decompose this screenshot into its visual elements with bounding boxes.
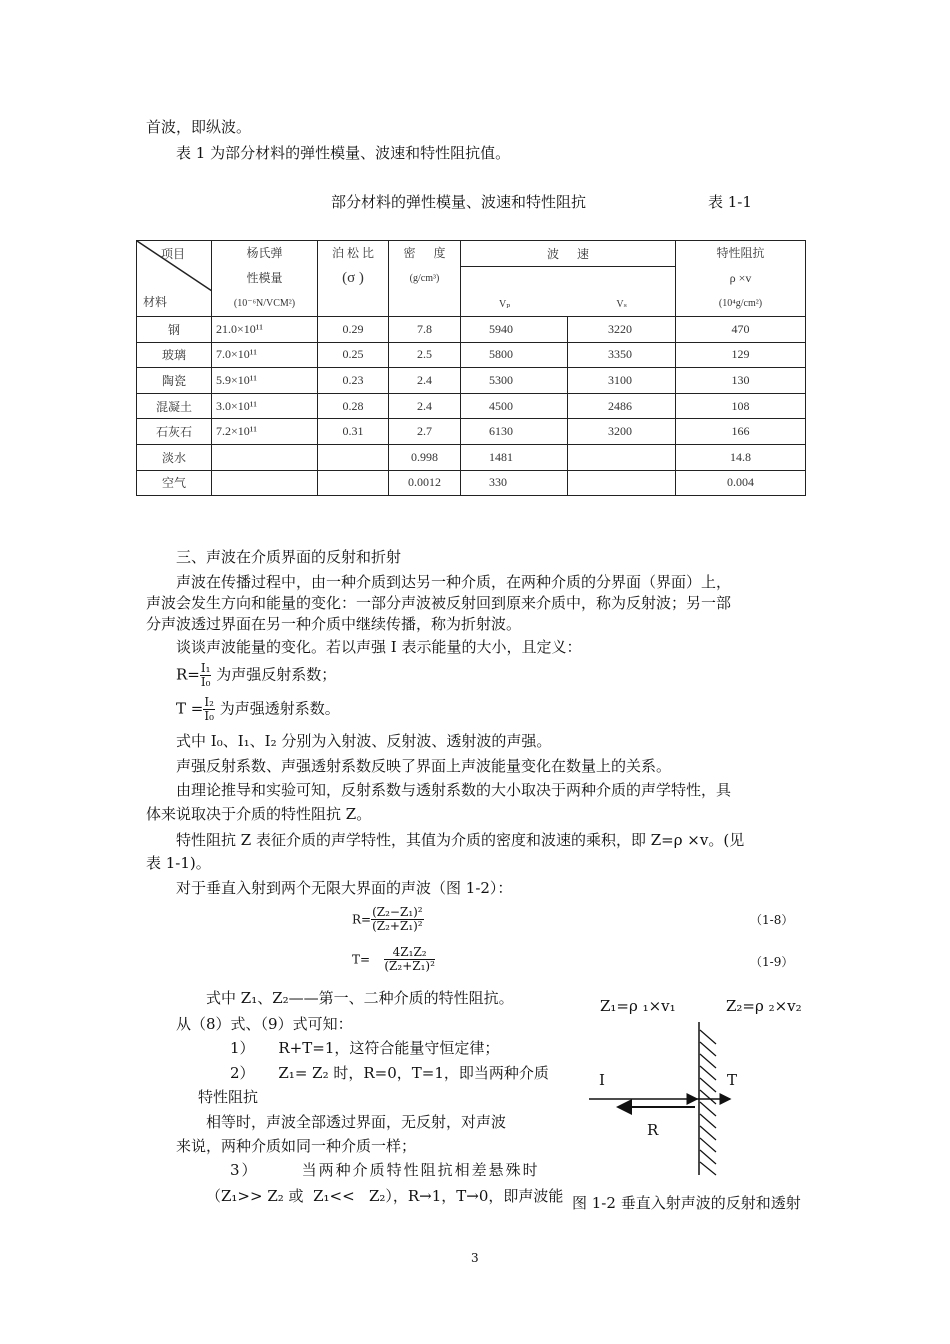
cell-poisson: 0.25 [318,342,389,368]
numerator: (Z₂−Z₁)² [372,905,423,919]
cell-density: 2.4 [389,368,461,394]
paragraph-line: 对于垂直入射到两个无限大界面的声波（图 1-2）： [176,879,513,897]
list-item: 2） Z₁= Z₂ 时，R=0，T=1，即当两种介质 [230,1064,549,1082]
t-definition [176,696,340,723]
paragraph-line: 分声波透过界面在另一种介质中继续传播，称为折射波。 [146,615,522,633]
table-row [137,368,806,394]
header-young-unit: (10⁻⁶N/VCM²) [233,298,296,309]
paragraph-line: 谈谈声波能量的变化。若以声强 I 表示能量的大小，且定义： [176,638,582,656]
r-definition [176,662,336,689]
table-row [137,342,806,368]
cell-young: 5.9×10¹¹ [212,368,318,394]
header-wave-speed: 波 速 [461,241,676,267]
header-vp: Vₚ [461,266,568,316]
cell-vp: 6130 [461,419,568,445]
header-impedance-label: 特性阻抗 [716,246,765,260]
cell-vp: 330 [461,470,568,496]
section-heading: 三、声波在介质界面的反射和折射 [176,548,402,566]
cell-material: 石灰石 [137,419,212,445]
cell-density: 2.5 [389,342,461,368]
cell-material: 混凝土 [137,393,212,419]
interface-hatching [700,1030,716,1175]
table-row [137,470,806,496]
table-row [137,317,806,343]
header-poisson-label: 泊 松 比 [331,246,374,260]
cell-vs: 3350 [568,342,676,368]
cell-vs: 2486 [568,393,676,419]
equation-1-8 [352,906,424,933]
eq-fraction [384,946,435,973]
header-young-line2: 性模量 [246,271,283,285]
paragraph-line: 式中 I₀、I₁、I₂ 分别为入射波、反射波、透射波的声强。 [176,732,552,750]
cell-density: 7.8 [389,317,461,343]
paragraph-line: 声强反射系数、声强透射系数反映了界面上声波能量变化在数量上的关系。 [176,757,672,775]
t-lhs: T = [176,699,204,718]
cell-young: 3.0×10¹¹ [212,393,318,419]
cell-impedance: 14.8 [676,444,806,470]
header-density-label: 密 度 [403,246,446,260]
paragraph-line: 表 1-1)。 [146,854,211,872]
cell-vs: 3220 [568,317,676,343]
paragraph-line: 特性阻抗 Z 表征介质的声学特性，其值为介质的密度和波速的乘积，即 Z=ρ ×v。(见 [176,831,745,849]
paragraph-line: 从（8）式、（9）式可知： [176,1015,353,1033]
cell-young [212,444,318,470]
denominator: (Z₂+Z₁)² [372,919,423,933]
numerator: 4Z₁Z₂ [384,946,435,960]
cell-vs: 3100 [568,368,676,394]
cell-vs [568,444,676,470]
cell-material: 空气 [137,470,212,496]
cell-poisson: 0.28 [318,393,389,419]
cell-material: 陶瓷 [137,368,212,394]
r-fraction [200,662,212,689]
cell-vp: 5800 [461,342,568,368]
r-text: 为声强反射系数； [216,665,337,684]
cell-density: 2.7 [389,419,461,445]
reflection-diagram [580,1020,760,1180]
cell-impedance: 130 [676,368,806,394]
page-number: 3 [471,1251,479,1265]
cell-young: 7.0×10¹¹ [212,342,318,368]
table-row [137,393,806,419]
cell-poisson [318,470,389,496]
eq-lhs: R= [352,912,372,927]
header-sigma: (σ ) [342,270,364,286]
denominator: I₀ [200,675,211,689]
list-item: 3） 当两种介质特性阻抗相差悬殊时 [230,1161,540,1179]
cell-material: 玻璃 [137,342,212,368]
header-density [389,241,461,317]
paragraph-line: 声波会发生方向和能量的变化：一部分声波被反射回到原来介质中，称为反射波；另一部 [146,594,732,612]
paragraph-line: 式中 Z₁、Z₂——第一、二种介质的特性阻抗。 [206,989,514,1007]
header-young [212,241,318,317]
header-material: 材料 [143,295,168,309]
cell-vs [568,470,676,496]
cell-young: 7.2×10¹¹ [212,419,318,445]
header-density-unit: (g/cm³) [409,273,440,284]
list-item: 相等时，声波全部透过界面，无反射，对声波 [206,1113,507,1131]
header-item: 项目 [160,247,185,261]
equation-label: （1-9） [750,955,794,969]
reflected-label: R [647,1121,659,1139]
cell-vp: 1481 [461,444,568,470]
cell-poisson [318,444,389,470]
header-impedance-formula: ρ ×v [729,271,752,285]
list-item: （Z₁>> Z₂ 或 Z₁<< Z₂），R→1，T→0，即声波能 [206,1187,564,1205]
equation-1-9 [352,946,435,973]
intro-line: 首波，即纵波。 [146,118,252,136]
header-vs: Vₛ [568,266,676,316]
r-lhs: R= [176,665,200,684]
cell-impedance: 108 [676,393,806,419]
eq-lhs: T= [352,952,371,967]
cell-vp: 5940 [461,317,568,343]
header-corner-cell [137,241,212,317]
table-number: 表 1-1 [708,193,752,211]
figure-z2-label: Z₂=ρ ₂×v₂ [726,997,802,1015]
eq-fraction [371,906,424,933]
header-impedance [676,241,806,317]
incident-label: I [599,1071,605,1089]
cell-density: 0.998 [389,444,461,470]
cell-material: 淡水 [137,444,212,470]
cell-young: 21.0×10¹¹ [212,317,318,343]
cell-poisson: 0.23 [318,368,389,394]
list-item: 来说，两种介质如同一种介质一样； [176,1137,417,1155]
cell-poisson: 0.31 [318,419,389,445]
cell-impedance: 470 [676,317,806,343]
figure-caption: 图 1-2 垂直入射声波的反射和透射 [572,1194,801,1212]
cell-impedance: 129 [676,342,806,368]
equation-label: （1-8） [750,913,794,927]
table-caption: 部分材料的弹性模量、波速和特性阻抗 [331,193,587,211]
list-item: 1） R+T=1，这符合能量守恒定律； [230,1039,500,1057]
numerator: I₂ [204,695,214,709]
cell-poisson: 0.29 [318,317,389,343]
table-row [137,444,806,470]
paragraph-line: 体来说取决于介质的特性阻抗 Z。 [146,805,372,823]
cell-impedance: 0.004 [676,470,806,496]
paragraph-line: 由理论推导和实验可知，反射系数与透射系数的大小取决于两种介质的声学特性，具 [176,781,732,799]
cell-density: 0.0012 [389,470,461,496]
table-row [137,419,806,445]
t-fraction [203,696,215,723]
cell-vs: 3200 [568,419,676,445]
cell-impedance: 166 [676,419,806,445]
cell-vp: 5300 [461,368,568,394]
header-poisson [318,241,389,317]
list-item: 特性阻抗 [198,1088,259,1106]
t-text: 为声强透射系数。 [219,699,340,718]
intro-line: 表 1 为部分材料的弹性模量、波速和特性阻抗值。 [176,144,511,162]
cell-young [212,470,318,496]
paragraph-line: 声波在传播过程中，由一种介质到达另一种介质，在两种介质的分界面（界面）上， [176,573,732,591]
denominator: I₀ [204,709,214,723]
transmitted-label: T [727,1071,738,1089]
materials-table [136,240,806,496]
cell-material: 钢 [137,317,212,343]
cell-vp: 4500 [461,393,568,419]
cell-density: 2.4 [389,393,461,419]
numerator: I₁ [200,661,211,675]
denominator: (Z₂+Z₁)² [384,959,435,973]
header-young-line1: 杨氏弹 [246,246,283,260]
header-impedance-unit: (10⁴g/cm²) [718,298,763,309]
figure-z1-label: Z₁=ρ ₁×v₁ [600,997,676,1015]
